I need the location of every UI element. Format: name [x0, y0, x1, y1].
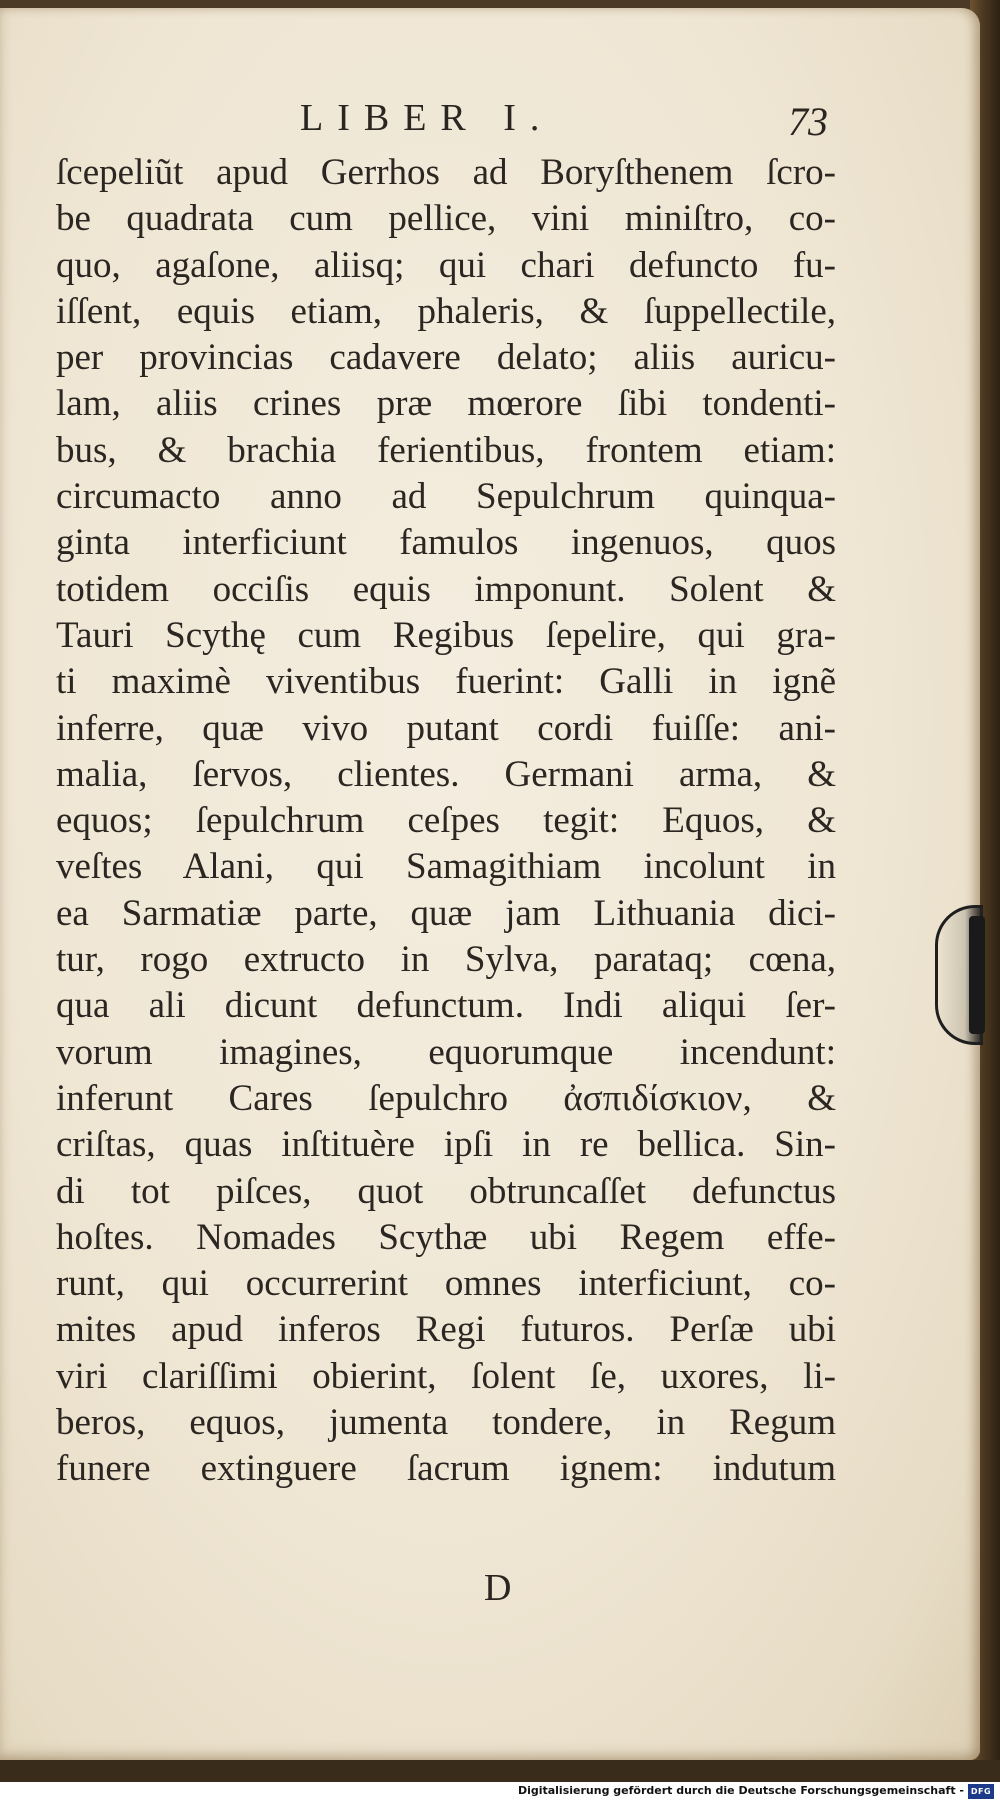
text-line: veſtes Alani, qui Samagithiam incolunt in	[56, 846, 836, 888]
page-number: 73	[788, 99, 828, 144]
text-line: iſſent, equis etiam, phaleris, & ſuppellectile,	[56, 290, 836, 332]
text-line: ea Sarmatiæ parte, quæ jam Lithuania dici-	[56, 892, 836, 934]
signature-mark: D	[484, 1567, 512, 1609]
text-line: ginta interficiunt famulos ingenuos, quos	[56, 522, 836, 564]
page-paper	[0, 8, 980, 1760]
text-line: circumacto anno ad Sepulchrum quinqua-	[56, 476, 836, 518]
text-line: criſtas, quas inſtituère ipſi in re bellica. Sin-	[56, 1124, 836, 1166]
text-line: qua ali dicunt defunctum. Indi aliqui ſer-	[56, 985, 836, 1027]
text-line: ſcepeliũt apud Gerrhos ad Boryſthenem ſcro-	[56, 152, 836, 193]
text-line: totidem occiſis equis imponunt. Solent &	[56, 568, 836, 610]
text-line: viri clariſſimi obierint, ſolent ſe, uxores, li-	[56, 1355, 836, 1397]
digitization-footer	[0, 1782, 1000, 1803]
text-line: bus, & brachia ferientibus, frontem etiam:	[56, 429, 836, 471]
text-line: lam, aliis crines præ mœrore ſibi tondenti-	[56, 383, 836, 425]
text-line: Tauri Scythę cum Regibus ſepelire, qui gra-	[56, 614, 836, 656]
text-line: quo, agaſone, aliisq; qui chari defuncto fu-	[56, 244, 836, 286]
page-clip	[935, 905, 983, 1045]
text-line: mites apud inferos Regi futuros. Perſæ ubi	[56, 1309, 836, 1351]
text-line: ti maximè viventibus fuerint: Galli in ignẽ	[56, 661, 836, 703]
text-line: be quadrata cum pellice, vini miniſtro, co-	[56, 198, 836, 240]
dfg-logo-icon: DFG	[968, 1784, 994, 1799]
text-line: di tot piſces, quot obtruncaſſet defunctus	[56, 1170, 836, 1212]
text-line: funere extinguere ſacrum ignem: indutum	[56, 1448, 836, 1490]
text-line: tur, rogo extructo in Sylva, parataq; cœna,	[56, 939, 836, 981]
text-line: inferre, quæ vivo putant cordi fuiſſe: ani-	[56, 707, 836, 749]
text-line: hoſtes. Nomades Scythæ ubi Regem effe-	[56, 1216, 836, 1258]
footer-credit: Digitalisierung gefördert durch die Deutsche Forschungsgemeinschaft -	[517, 1784, 964, 1797]
running-head: LIBER I.	[300, 97, 554, 139]
body-text	[56, 150, 836, 1493]
text-line: malia, ſervos, clientes. Germani arma, &	[56, 753, 836, 795]
text-line: inferunt Cares ſepulchro ἀσπιδίσκιον, &	[56, 1077, 836, 1119]
text-line: beros, equos, jumenta tondere, in Regum	[56, 1402, 836, 1444]
text-line: equos; ſepulchrum ceſpes tegit: Equos, &	[56, 800, 836, 842]
text-line: runt, qui occurrerint omnes interficiunt, co-	[56, 1263, 836, 1305]
text-line: per provincias cadavere delato; aliis auricu-	[56, 337, 836, 379]
text-line: vorum imagines, equorumque incendunt:	[56, 1031, 836, 1073]
